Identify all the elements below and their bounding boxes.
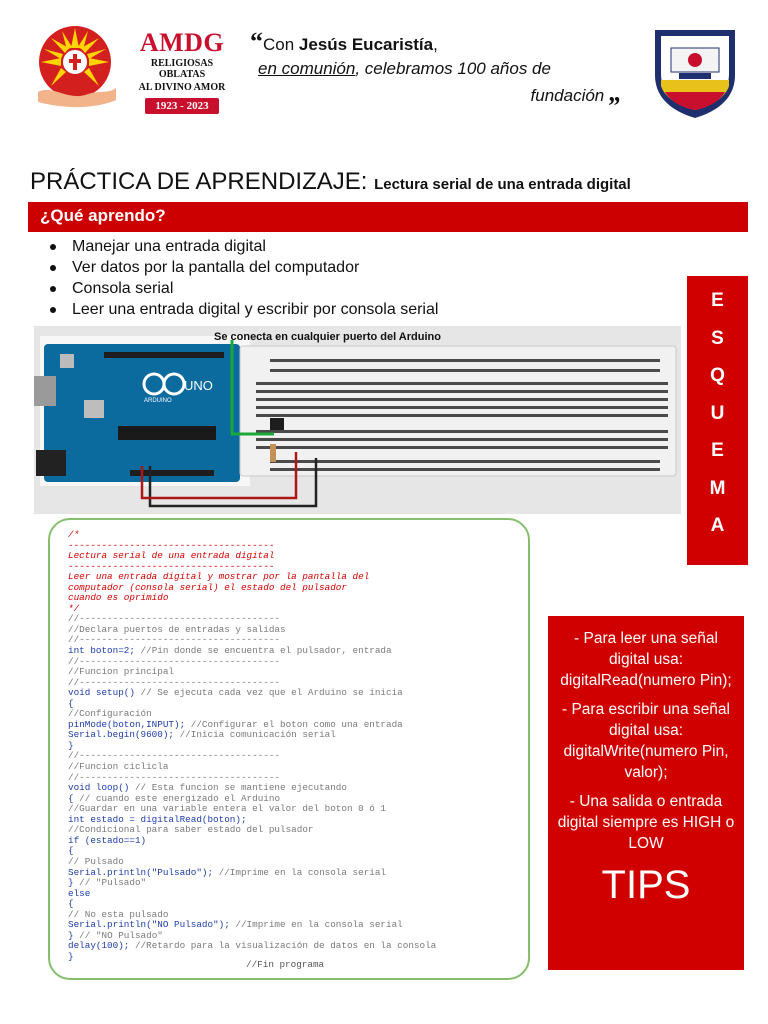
circuit-diagram: [34, 326, 681, 514]
code-line: }: [68, 950, 74, 962]
quote-open-mark: “: [250, 27, 263, 56]
code-line: //------------------------------------: [68, 771, 281, 783]
code-line: // No esta pulsado: [68, 908, 169, 920]
code-line: //------------------------------------: [68, 750, 281, 762]
tip-item: - Una salida o entrada digital siempre es HIGH o LOW: [557, 793, 735, 852]
amdg-brand: AMDG: [139, 28, 225, 57]
sunburst-logo-icon: [28, 22, 122, 112]
list-item: Leer una entrada digital y escribir por consola serial: [48, 299, 438, 320]
code-line: {: [68, 898, 74, 910]
code-line: //------------------------------------: [68, 676, 281, 688]
tips-title: TIPS: [601, 863, 691, 907]
school-crest-icon: [645, 20, 745, 120]
code-listing: [48, 518, 530, 980]
code-line: /*: [68, 529, 80, 540]
code-line: int boton=2; //Pin donde se encuentra el pulsador, entrada: [68, 645, 392, 657]
page-title: [30, 168, 631, 196]
code-line: -------------------------------------: [68, 560, 275, 572]
tip-item: - Para escribir una señal digital usa: digitalWrite(numero Pin, valor);: [562, 701, 730, 781]
list-item: Manejar una entrada digital: [48, 236, 438, 257]
code-line: //Condicional para saber estado del pulsador: [68, 824, 314, 836]
title-subtitle: Lectura serial de una entrada digital: [374, 176, 631, 193]
code-line: // Pulsado: [68, 855, 124, 867]
quote-con: Con: [263, 35, 299, 54]
quote-underlined: en comunión: [258, 59, 356, 78]
code-line: Leer una entrada digital y mostrar por la pantalla del: [68, 571, 370, 583]
circuit-caption: Se conecta en cualquier puerto del Arduino: [214, 331, 441, 343]
code-line: Serial.begin(9600); //Inicia comunicación serial: [68, 729, 336, 741]
amdg-logo: [128, 30, 236, 114]
code-line: //Configuración: [68, 708, 152, 720]
quote-rest: , celebramos 100 años de: [355, 59, 551, 78]
code-line: //Declara puertos de entradas y salidas: [68, 623, 286, 635]
anniversary-quote: [250, 27, 630, 108]
code-line: cuando es oprimido: [68, 592, 169, 604]
tip-item: - Para leer una señal digital usa: digitalRead(numero Pin);: [560, 630, 732, 689]
amdg-line1: RELIGIOSAS OBLATAS: [150, 58, 214, 80]
code-line: }: [68, 739, 74, 751]
quote-comma: ,: [433, 35, 438, 54]
quote-end: fundación: [530, 86, 605, 105]
esquema-letter: E: [711, 440, 724, 461]
esquema-label: [687, 276, 748, 565]
esquema-letter: Q: [710, 365, 725, 386]
code-line: //------------------------------------: [68, 613, 281, 625]
code-line: computador (consola serial) el estado del pulsador: [68, 581, 347, 593]
code-line: -------------------------------------: [68, 539, 275, 551]
code-line: int estado = digitalRead(boton);: [68, 813, 247, 825]
code-line: //Funcion principal: [68, 666, 175, 678]
esquema-letter: E: [711, 290, 724, 311]
board-brand: ARDUINO: [144, 398, 172, 404]
code-line: */: [68, 602, 80, 614]
amdg-line2: AL DIVINO AMOR: [138, 82, 226, 93]
code-line: {: [68, 697, 74, 709]
code-line: {: [68, 845, 74, 857]
code-line: void loop() // Esta funcion se mantiene ejecutando: [68, 782, 347, 794]
code-line: //------------------------------------: [68, 634, 281, 646]
pushbutton-icon: [270, 418, 284, 430]
list-item: Ver datos por la pantalla del computador: [48, 257, 438, 278]
code-line: Lectura serial de una entrada digital: [68, 550, 275, 562]
title-main: PRÁCTICA DE APRENDIZAJE:: [30, 168, 375, 195]
code-line: void setup() // Se ejecuta cada vez que el Arduino se inicia: [68, 687, 403, 699]
code-line: else: [68, 887, 91, 899]
code-line: if (estado==1): [68, 834, 147, 846]
board-label: UNO: [184, 378, 213, 393]
esquema-letter: M: [709, 477, 726, 499]
code-line: { // cuando este energizado el Arduino: [68, 792, 281, 804]
quote-bold: Jesús Eucaristía: [298, 35, 434, 54]
code-line: //Funcion ciclicla: [68, 761, 169, 773]
learning-bullets: [48, 236, 438, 320]
code-line: pinMode(boton,INPUT); //Configurar el boton como una entrada: [68, 718, 403, 730]
code-block: [68, 530, 436, 962]
section-heading: ¿Qué aprendo?: [28, 202, 748, 232]
code-line: //Guardar en una variable entera el valor del boton 0 ó 1: [68, 803, 387, 815]
list-item: Consola serial: [48, 278, 438, 299]
amdg-years-badge: 1923 - 2023: [145, 98, 218, 114]
code-end-comment: //Fin programa: [246, 959, 325, 970]
arduino-board-icon: [34, 344, 240, 482]
esquema-letter: U: [710, 402, 725, 424]
code-line: } // "Pulsado": [68, 877, 147, 889]
resistor-icon: [270, 444, 276, 462]
code-line: //------------------------------------: [68, 655, 281, 667]
tips-panel: [548, 616, 744, 970]
esquema-letter: A: [710, 515, 725, 536]
esquema-letter: S: [711, 327, 724, 349]
quote-close-mark: „: [609, 78, 622, 107]
code-line: delay(100); //Retardo para la visualización de datos en la consola: [68, 940, 437, 952]
code-line: Serial.println("NO Pulsado"); //Imprime en la consola serial: [68, 919, 403, 931]
code-line: Serial.println("Pulsado"); //Imprime en la consola serial: [68, 866, 387, 878]
code-line: } // "NO Pulsado": [68, 929, 163, 941]
